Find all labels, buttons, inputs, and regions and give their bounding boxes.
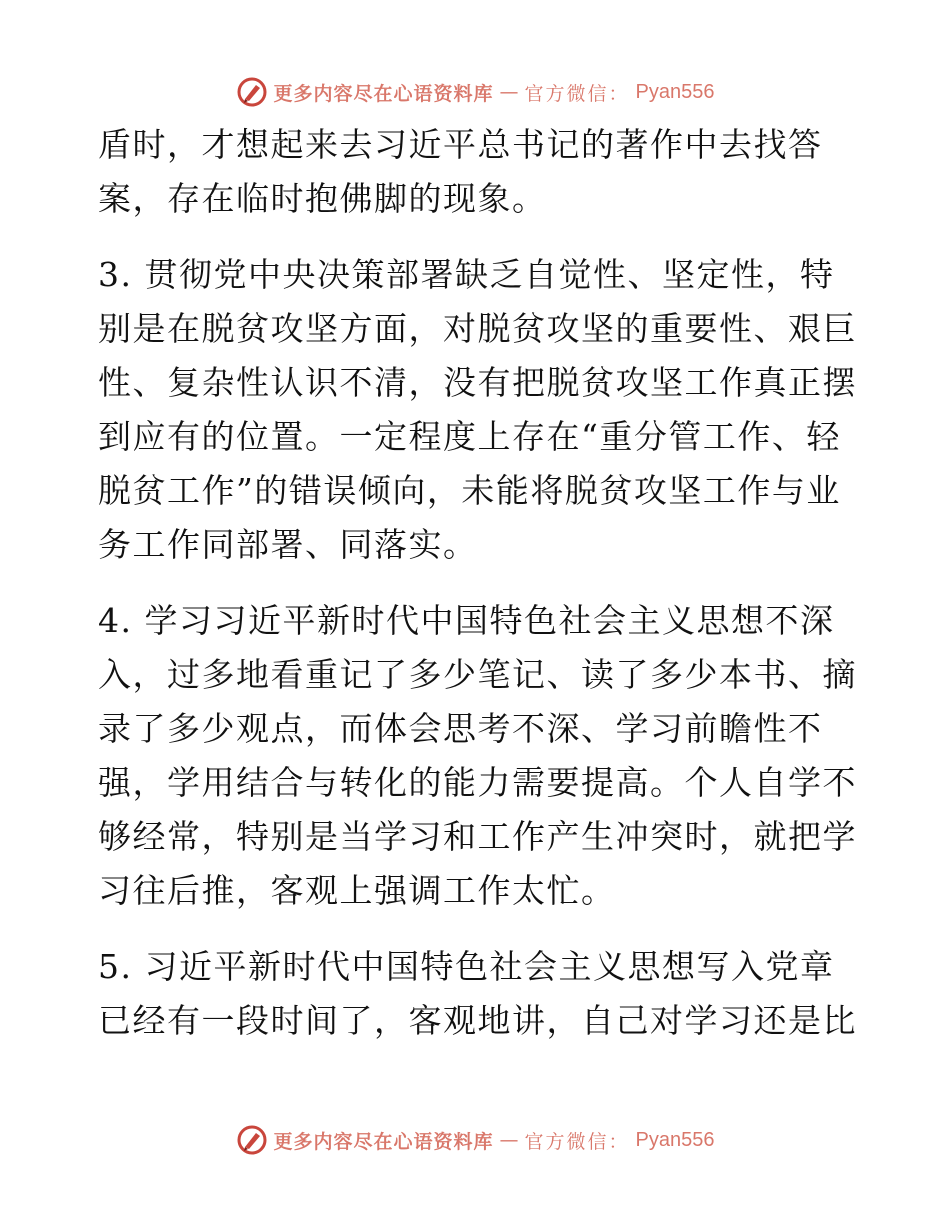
text-line: 别是在脱贫攻坚方面，对脱贫攻坚的重要性、艰巨 [98, 309, 857, 348]
watermark-wechat-id: Pyan556 [635, 1128, 715, 1151]
text-line: 到应有的位置。一定程度上存在“重分管工作、轻 [98, 417, 841, 456]
text-line: 习往后推，客观上强调工作太忙。 [98, 871, 616, 910]
header-watermark [0, 72, 950, 112]
footer-watermark [0, 1120, 950, 1160]
watermark-site-text: 更多内容尽在心语资料库 [273, 82, 494, 105]
text-line: 性、复杂性认识不清，没有把脱贫攻坚工作真正摆 [98, 363, 857, 402]
paragraph-item-3 [98, 248, 858, 572]
watermark-dash: — [499, 81, 519, 103]
text-line: 够经常，特别是当学习和工作产生冲突时，就把学 [98, 817, 857, 856]
pen-logo-icon [236, 1124, 268, 1156]
watermark-wechat-id: Pyan556 [635, 80, 715, 103]
paragraph-item-4 [98, 594, 858, 918]
paragraph-item-5 [98, 940, 858, 1048]
watermark-wechat-label: 官方微信： [524, 1130, 630, 1153]
paragraph-continuation [98, 118, 858, 226]
text-line: 录了多少观点，而体会思考不深、学习前瞻性不 [98, 709, 823, 748]
watermark-site-text: 更多内容尽在心语资料库 [273, 1130, 494, 1153]
text-line: 入，过多地看重记了多少笔记、读了多少本书、摘 [98, 655, 857, 694]
text-line: 案，存在临时抱佛脚的现象。 [98, 179, 547, 218]
text-line: 强，学用结合与转化的能力需要提高。个人自学不 [98, 763, 857, 802]
document-body [98, 118, 858, 1070]
text-line: 脱贫工作”的错误倾向，未能将脱贫攻坚工作与业 [98, 471, 841, 510]
text-line: 盾时，才想起来去习近平总书记的著作中去找答 [98, 125, 823, 164]
text-line: 3. 贯彻党中央决策部署缺乏自觉性、坚定性，特 [98, 255, 835, 294]
text-line: 4. 学习习近平新时代中国特色社会主义思想不深 [98, 601, 835, 640]
pen-logo-icon [236, 76, 268, 108]
watermark-dash: — [499, 1129, 519, 1151]
text-line: 5. 习近平新时代中国特色社会主义思想写入党章 [98, 947, 835, 986]
text-line: 务工作同部署、同落实。 [98, 525, 478, 564]
watermark-wechat-label: 官方微信： [524, 82, 630, 105]
text-line: 已经有一段时间了，客观地讲，自己对学习还是比 [98, 1001, 857, 1040]
